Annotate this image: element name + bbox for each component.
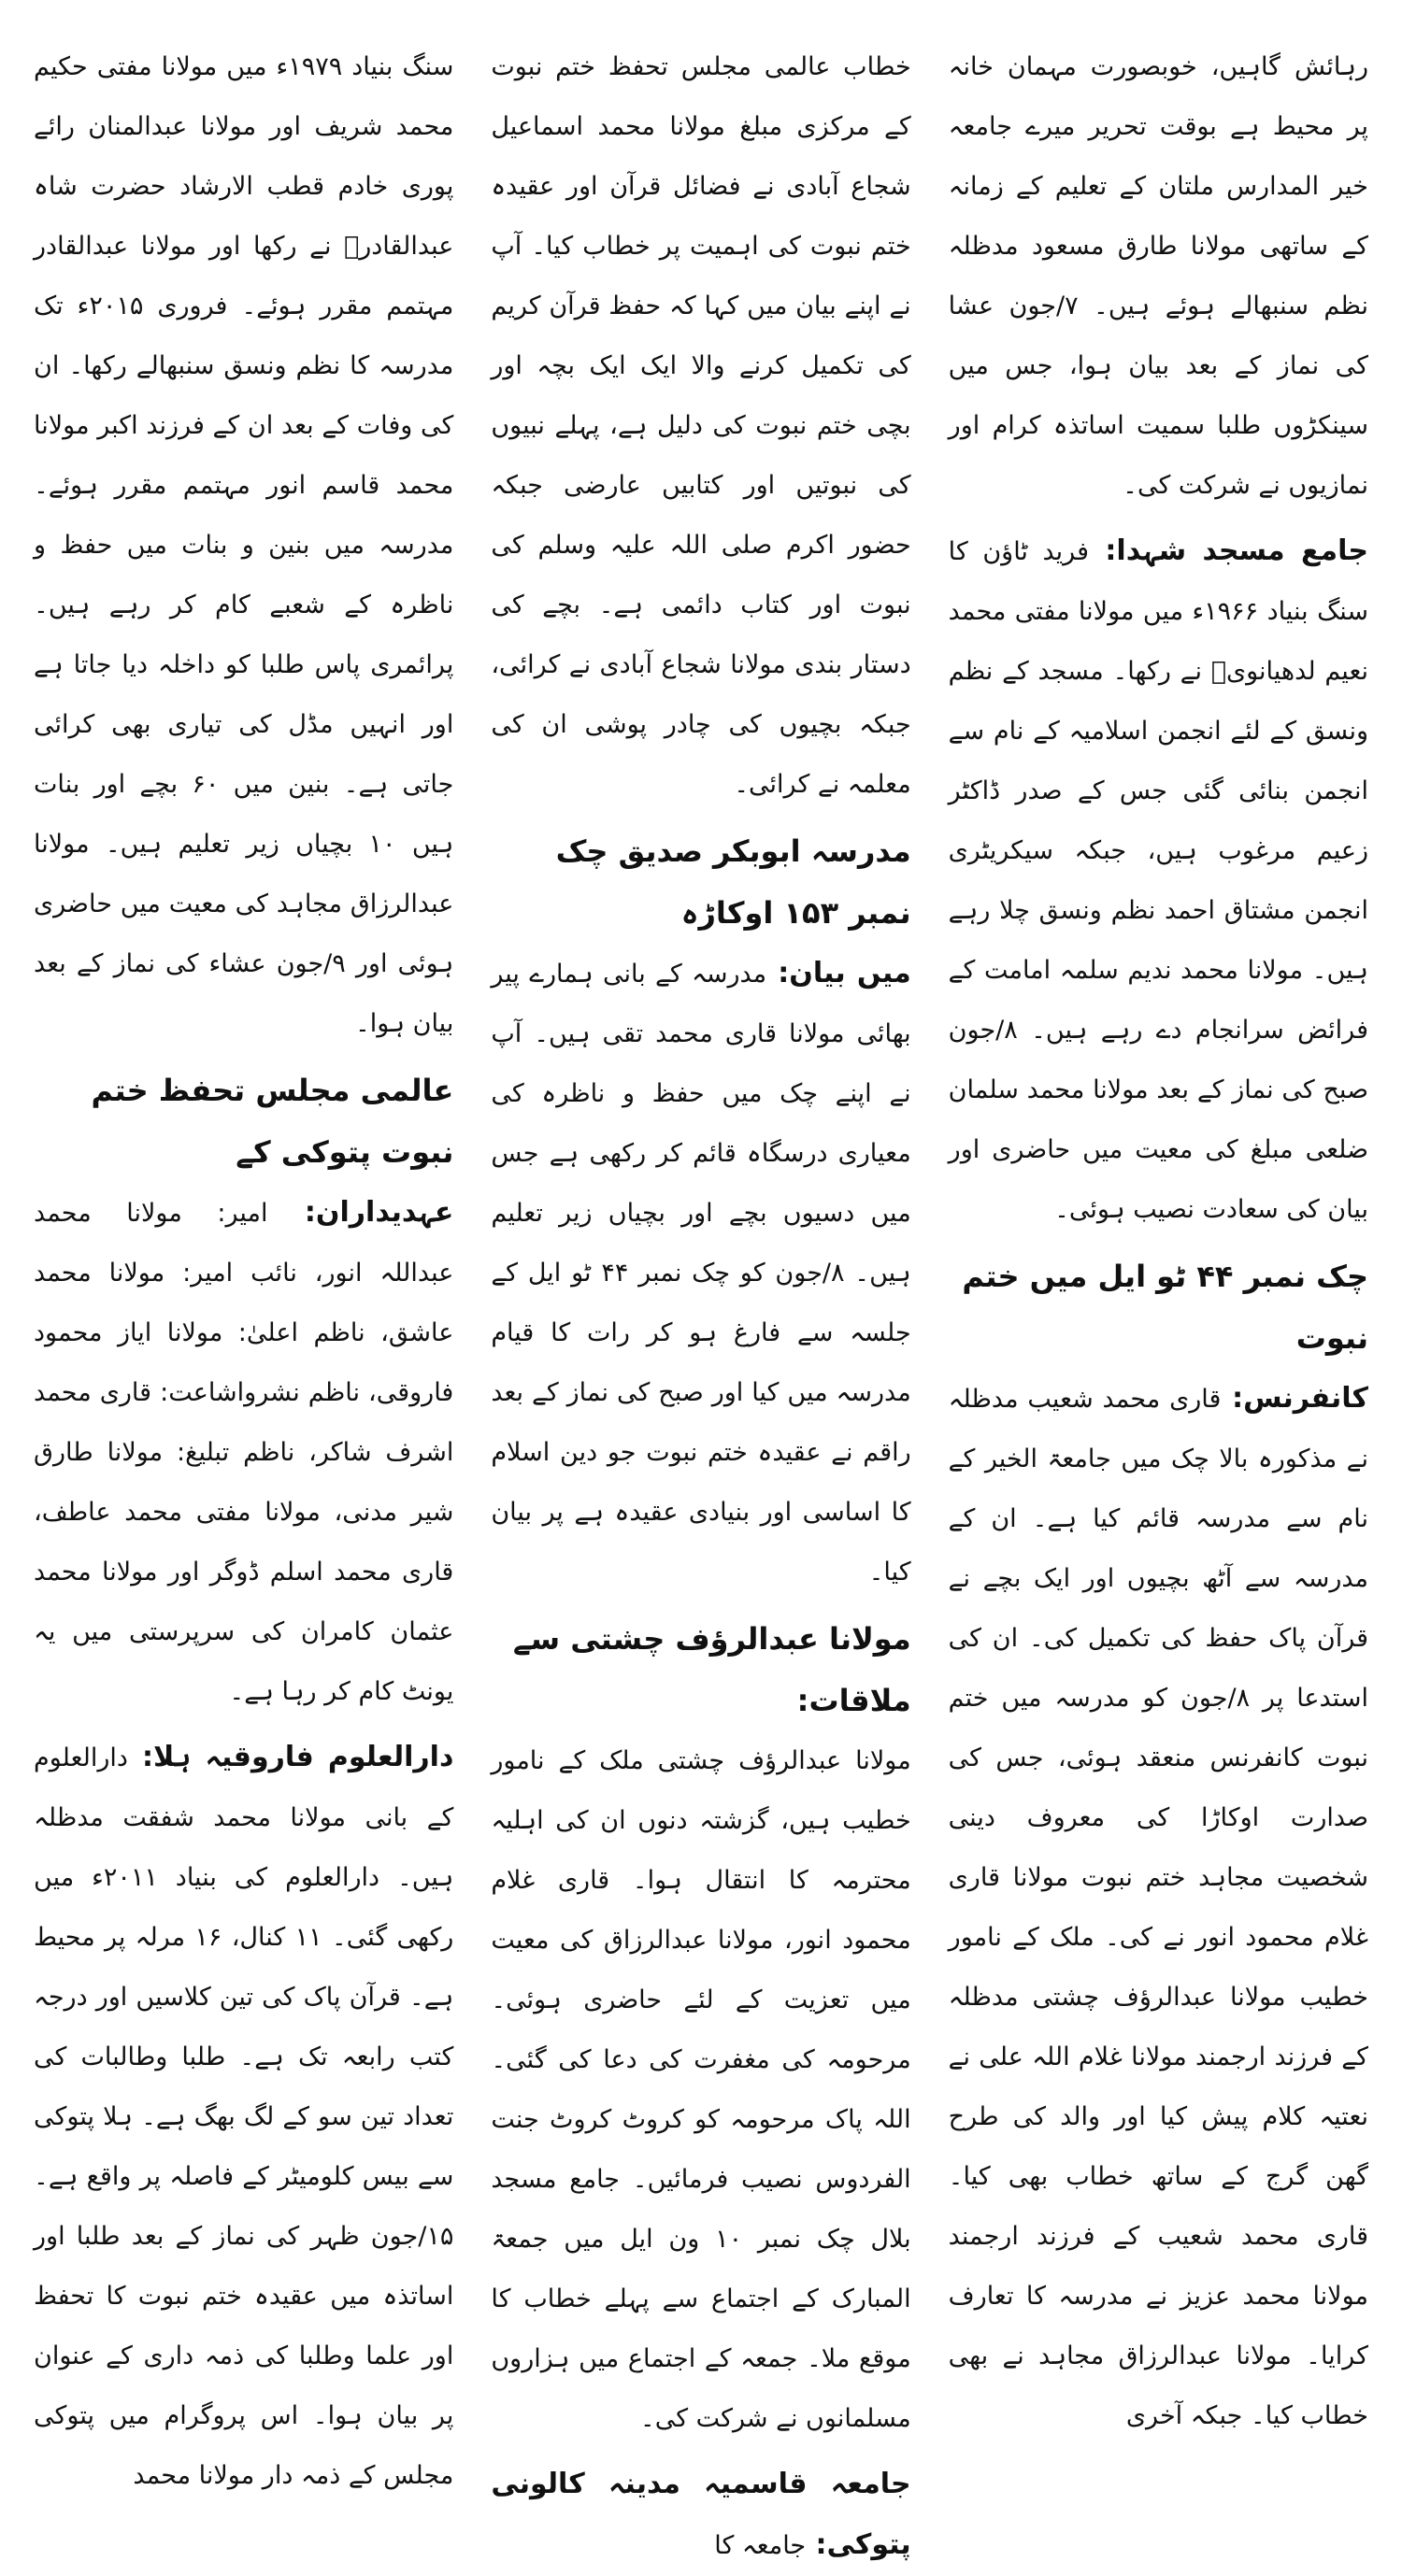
paragraph-lead-heading: عہدیداران: [267,1196,454,1229]
paragraph-text: خطاب عالمی مجلس تحفظ ختم نبوت کے مرکزی مبلغ مولانا محمد اسماعیل شجاع آبادی نے فضائل قرآن اور عقیدہ ختم نبوت کی اہمیت پر خطاب کیا۔ آپ نے اپنے بیان میں کہا کہ حفظ قرآن کریم کی تکمیل کرنے والا ایک ایک بچہ اور بچی ختم نبوت کی دلیل ہے، پہلے نبیوں کی نبوتیں اور کتابیں عارضی جبکہ حضور اکرم صلی اللہ علیہ وسلم کی نبوت اور کتاب دائمی ہے۔ بچے کی دستار بندی مولانا شجاع آبادی نے کرائی، جبکہ بچیوں کی چادر پوشی ان کی معلمہ نے کرائی۔ [491,52,911,799]
paragraph-lead-heading: میں بیان: [766,957,911,989]
section-heading: مدرسہ ابوبکر صدیق چک نمبر ۱۵۳ اوکاڑہ [555,833,911,931]
column-middle [491,37,911,2561]
article-paragraph [949,1369,1368,2446]
article-paragraph [491,2455,910,2576]
article-paragraph [491,944,910,1602]
article-paragraph [34,37,453,1054]
paragraph-text: مدرسہ کے بانی ہمارے پیر بھائی مولانا قاری محمد تقی ہیں۔ آپ نے اپنے چک میں حفظ و ناظرہ کی معیاری درسگاہ قائم کر رکھی ہے جس میں دسیوں بچے اور بچیاں زیر تعلیم ہیں۔ ۸/جون کو چک نمبر ۴۴ ٹو ایل کے جلسہ سے فارغ ہو کر رات کا قیام مدرسہ میں کیا اور صبح کی نماز کے بعد راقم نے عقیدہ ختم نبوت جو دین اسلام کا اساسی اور بنیادی عقیدہ ہے پر بیان کیا۔ [491,960,911,1587]
column-right [948,37,1369,2430]
paragraph-lead-heading: جامع مسجد شہدا: [1089,534,1368,567]
article-paragraph [949,521,1368,1240]
article-paragraph [491,1731,910,2449]
article-paragraph [949,37,1368,516]
paragraph-text: رہائش گاہیں، خوبصورت مہمان خانہ پر محیط ہے بوقت تحریر میرے جامعہ خیر المدارس ملتان کے تعلیم کے زمانہ کے ساتھی مولانا طارق مسعود مدظلہ نظم سنبھالے ہوئے ہیں۔ ۷/جون عشا کی نماز کے بعد بیان ہوا، جس میں سینکڑوں طلبا سمیت اساتذہ کرام اور نمازیوں نے شرکت کی۔ [948,52,1369,500]
paragraph-text: دارالعلوم کے بانی مولانا محمد شفقت مدظلہ ہیں۔ دارالعلوم کی بنیاد ۲۰۱۱ء میں رکھی گئی۔ ۱۱ کنال، ۱۶ مرلہ پر محیط ہے۔ قرآن پاک کی تین کلاسیں اور درجہ کتب رابعہ تک ہے۔ طلبا وطالبات کی تعداد تین سو کے لگ بھگ ہے۔ ہلا پتوکی سے بیس کلومیٹر کے فاصلہ پر واقع ہے۔ ۱۵/جون ظہر کی نماز کے بعد طلبا اور اساتذہ میں عقیدہ ختم نبوت کا تحفظ اور علما وطلبا کی ذمہ داری کے عنوان پر بیان ہوا۔ اس پروگرام میں پتوکی مجلس کے ذمہ دار مولانا محمد [34,1743,454,2490]
article-paragraph [491,37,910,815]
article-paragraph [34,1183,453,1722]
paragraph-lead-heading: کانفرنس: [1221,1382,1368,1415]
section-heading: چک نمبر ۴۴ ٹو ایل میں ختم نبوت [962,1259,1368,1356]
paragraph-text: فرید ٹاؤن کا سنگ بنیاد ۱۹۶۶ء میں مولانا مفتی محمد نعیم لدھیانویؒ نے رکھا۔ مسجد کے نظم ونسق کے لئے انجمن اسلامیہ کے نام سے انجمن بنائی گئی جس کے صدر ڈاکٹر زعیم مرغوب ہیں، جبکہ سیکریٹری انجمن مشتاق احمد نظم ونسق چلا رہے ہیں۔ مولانا محمد ندیم سلمہ امامت کے فرائض سرانجام دے رہے ہیں۔ ۸/جون صبح کی نماز کے بعد مولانا محمد سلمان ضلعی مبلغ کی معیت میں حاضری اور بیان کی سعادت نصیب ہوئی۔ [948,537,1368,1224]
section-heading: مولانا عبدالرؤف چشتی سے ملاقات: [512,1621,911,1718]
paragraph-lead-heading: دارالعلوم فاروقیہ ہلا: [127,1741,454,1773]
column-left [34,37,454,2490]
paragraph-text: مولانا عبدالرؤف چشتی ملک کے نامور خطیب ہیں، گزشتہ دنوں ان کی اہلیہ محترمہ کا انتقال ہوا۔ قاری غلام محمود انور، مولانا عبدالرزاق کی معیت میں تعزیت کے لئے حاضری ہوئی۔ مرحومہ کی مغفرت کی دعا کی گئی۔ اللہ پاک مرحومہ کو کروٹ کروٹ جنت الفردوس نصیب فرمائیں۔ جامع مسجد بلال چک نمبر ۱۰ ون ایل میں جمعۃ المبارک کے اجتماع سے پہلے خطاب کا موقع ملا۔ جمعہ کے اجتماع میں ہزاروں مسلمانوں نے شرکت کی۔ [491,1746,911,2433]
section-heading: عالمی مجلس تحفظ ختم نبوت پتوکی کے [91,1073,454,1170]
article-paragraph [34,1728,453,2506]
paragraph-lead-heading: جامعہ قاسمیہ مدینہ کالونی پتوکی: [491,2468,911,2561]
paragraph-text: قاری محمد شعیب مدظلہ نے مذکورہ بالا چک میں جامعۃ الخیر کے نام سے مدرسہ قائم کیا ہے۔ ان کے مدرسہ سے آٹھ بچیوں اور ایک بچے نے قرآن پاک حفظ کی تکمیل کی۔ ان کی استدعا پر ۸/جون کو مدرسہ میں ختم نبوت کانفرنس منعقد ہوئی، جس کی صدارت اوکاڑا کی معروف دینی شخصیت مجاہد ختم نبوت مولانا قاری غلام محمود انور نے کی۔ ملک کے نامور خطیب مولانا عبدالرؤف چشتی مدظلہ کے فرزند ارجمند مولانا غلام اللہ علی نے نعتیہ کلام پیش کیا اور والد کی طرح گھن گرج کے ساتھ خطاب بھی کیا۔ قاری محمد شعیب کے فرزند ارجمند مولانا محمد عزیز نے مدرسہ کا تعارف کرایا۔ مولانا عبدالرزاق مجاہد نے بھی خطاب کیا۔ جبکہ آخری [948,1385,1368,2430]
paragraph-text: امیر: مولانا محمد عبداللہ انور، نائب امیر: مولانا محمد عاشق، ناظم اعلیٰ: مولانا ایاز محمود فاروقی، ناظم نشرواشاعت: قاری محمد اشرف شاکر، ناظم تبلیغ: مولانا طارق شیر مدنی، مولانا مفتی محمد عاطف، قاری محمد اسلم ڈوگر اور مولانا محمد عثمان کامران کی سرپرستی میں یہ یونٹ کام کر رہا ہے۔ [34,1199,454,1706]
paragraph-text: جامعہ کا [714,2531,807,2560]
paragraph-text: سنگ بنیاد ۱۹۷۹ء میں مولانا مفتی حکیم محمد شریف اور مولانا عبدالمنان رائے پوری خادم قطب الارشاد حضرت شاہ عبدالقادرؒ نے رکھا اور مولانا عبدالقادر مہتمم مقرر ہوئے۔ فروری ۲۰۱۵ء تک مدرسہ کا نظم ونسق سنبھالے رکھا۔ ان کی وفات کے بعد ان کے فرزند اکبر مولانا محمد قاسم انور مہتمم مقرر ہوئے۔ مدرسہ میں بنین و بنات میں حفظ و ناظرہ کے شعبے کام کر رہے ہیں۔ پرائمری پاس طلبا کو داخلہ دیا جاتا ہے اور انہیں مڈل کی تیاری بھی کرائی جاتی ہے۔ بنین میں ۶۰ بچے اور بنات ہیں ۱۰ بچیاں زیر تعلیم ہیں۔ مولانا عبدالرزاق مجاہد کی معیت میں حاضری ہوئی اور ۹/جون عشاء کی نماز کے بعد بیان ہوا۔ [34,52,454,1038]
